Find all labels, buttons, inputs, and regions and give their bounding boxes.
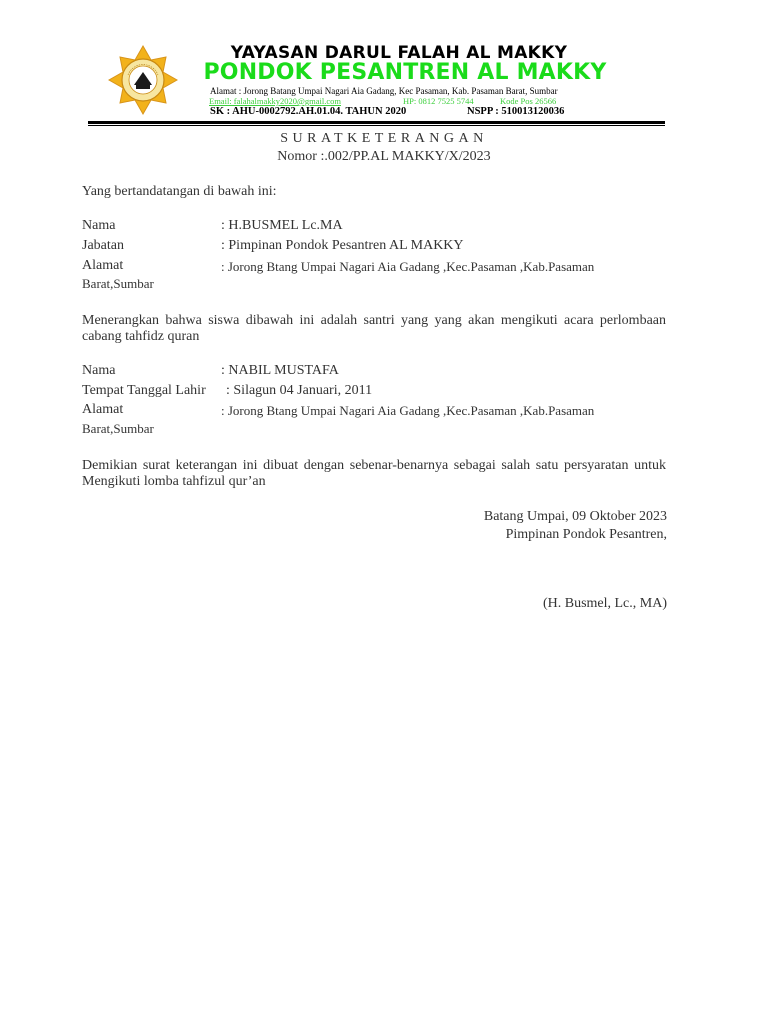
header-email[interactable]: Email: falahalmakky2020@gmail.com xyxy=(209,96,341,106)
school-name: PONDOK PESANTREN AL MAKKY xyxy=(203,60,607,85)
signer-title: Pimpinan Pondok Pesantren, xyxy=(505,527,667,542)
student-birth-value: : Silagun 04 Januari, 2011 xyxy=(226,383,373,398)
student-name-label: Nama xyxy=(82,363,116,378)
signer-address-value: : Jorong Btang Umpai Nagari Aia Gadang ,Kec.Pasaman ,Kab.Pasaman xyxy=(221,259,595,274)
foundation-name: YAYASAN DARUL FALAH AL MAKKY xyxy=(230,43,568,63)
letter-title: SURATKETERANGAN xyxy=(280,131,488,146)
student-address-label: Alamat xyxy=(82,402,124,417)
header-postal-code: Kode Pos 26566 xyxy=(500,96,557,106)
opening-line: Yang bertandatangan di bawah ini: xyxy=(82,184,277,199)
signer-position-value: : Pimpinan Pondok Pesantren AL MAKKY xyxy=(221,238,464,253)
signer-name-label: Nama xyxy=(82,218,116,233)
student-name-value: : NABIL MUSTAFA xyxy=(221,363,339,378)
student-address-continued: Barat,Sumbar xyxy=(82,421,154,436)
header-nspp: NSPP : 510013120036 xyxy=(467,106,565,117)
closing-paragraph: Demikian surat keterangan ini dibuat dengan sebenar-benarnya sebagai salah satu persyaratan untuk Mengikuti lomba tahfizul qur’an xyxy=(82,458,666,489)
statement-paragraph: Menerangkan bahwa siswa dibawah ini adalah santri yang yang akan mengikuti acara perlombaan cabang tahfidz quran xyxy=(82,313,666,344)
student-birth-label: Tempat Tanggal Lahir xyxy=(82,383,206,398)
signature-name: (H. Busmel, Lc., MA) xyxy=(542,596,667,611)
signer-address-label: Alamat xyxy=(82,258,124,273)
signer-name-value: : H.BUSMEL Lc.MA xyxy=(221,218,343,233)
header-address: Alamat : Jorong Batang Umpai Nagari Aia Gadang, Kec Pasaman, Kab. Pasaman Barat, Sumbar xyxy=(210,86,558,96)
signer-position-label: Jabatan xyxy=(82,238,124,253)
header-divider-thin xyxy=(88,125,665,126)
place-date: Batang Umpai, 09 Oktober 2023 xyxy=(483,509,667,524)
header-phone: HP: 0812 7525 5744 xyxy=(403,96,474,106)
letter-number: Nomor :.002/PP.AL MAKKY/X/2023 xyxy=(277,149,491,164)
header-sk-number: SK : AHU-0002792.AH.01.04. TAHUN 2020 xyxy=(210,106,407,117)
header-divider-thick xyxy=(88,121,665,124)
signer-address-continued: Barat,Sumbar xyxy=(82,276,154,291)
student-address-value: : Jorong Btang Umpai Nagari Aia Gadang ,Kec.Pasaman ,Kab.Pasaman xyxy=(221,403,595,418)
